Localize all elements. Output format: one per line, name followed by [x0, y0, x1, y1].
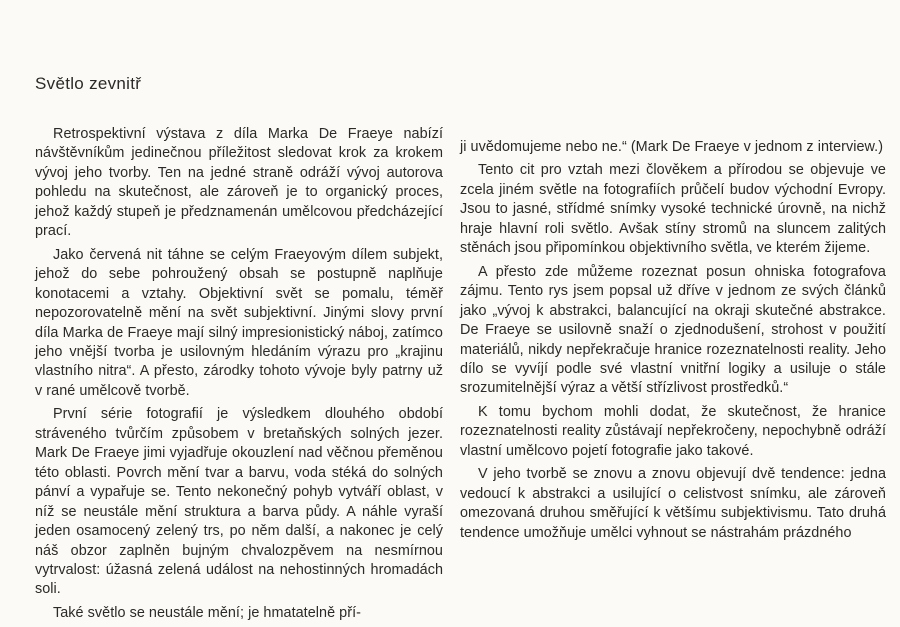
- paragraph: A přesto zde můžeme rozeznat posun ohniska fotografova zájmu. Tento rys jsem popsal už dříve v jednom ze svých článků jako „vývoj k abstrakci, balancující na okraji skutečné abstrakce. De Fraeye se usilovně snaží o zjednodušení, strohost v použití materiálů, nikdy nepřekračuje hranice rozeznatelnosti reality. Jeho dílo se vyvíjí podle své vlastní vnitřní logiky a usiluje o stále srozumitelnější výraz a větší střízlivost prostředků.“: [460, 263, 886, 397]
- paragraph: V jeho tvorbě se znovu a znovu objevují dvě tendence: jedna vedoucí k abstrakci a usilující o celistvost snímku, ale zároveň omezovaná druhou směřující k většímu subjektivismu. Tato druhá tendence umožňuje umělci vyhnout se nástrahám prázdného: [460, 466, 886, 541]
- paragraph: Tento cit pro vztah mezi člověkem a přírodou se objevuje ve zcela jiném světle na fotografiích průčelí budov východní Evropy. Jsou to jasné, střídmé snímky vysoké technické úrovně, na nichž hraje hlavní roli světlo. Avšak stíny stromů na sluncem zalitých stěnách jsou připomínkou objektivního světla, ve kterém žijeme.: [460, 162, 886, 257]
- paragraph-continued: ji uvědomujeme nebo ne.“ (Mark De Fraeye v jednom z interview.): [460, 139, 884, 155]
- left-column: [35, 125, 443, 627]
- article-title: Světlo zevnitř: [35, 74, 142, 93]
- paragraph: První série fotografií je výsledkem dlouhého období stráveného tvůrčím způsobem v bretaňských solných jezer. Mark De Fraeye jimi vyjadřuje okouzlení nad věčnou přeměnou této oblasti. Povrch mění tvar a barvu, voda stéká do solných pánví a vypařuje se. Tento nekonečný pohyb vytváří oblast, v níž se neustále mění struktura a barva půdy. A náhle vyraší jeden osamocený zelený trs, po něm další, a nakonec je celý náš obzor zaplněn bujným chvalozpěvem na nesmírnou vytrvalost: úžasná zelená událost na nehostinných hromadách soli.: [35, 406, 443, 598]
- right-column: [460, 138, 886, 547]
- paragraph: Také světlo se neustále mění; je hmatatelně pří-: [53, 604, 361, 621]
- paragraph: K tomu bychom mohli dodat, že skutečnost, že hranice rozeznatelnosti reality zůstávají nepřekročeny, nepochybně odráží vlastní umělcovo pojetí fotografie jako takové.: [460, 403, 886, 459]
- paragraph: Jako červená nit táhne se celým Fraeyovým dílem subjekt, jehož do sebe pohroužený obsah se postupně naplňuje konotacemi a vztahy. Objektivní svět se pomalu, téměř nepozorovatelně mění na svět subjektivní. Jinými slovy první díla Marka de Fraeye mají silný impresionistický náboj, zatímco jeho vnější tvorba je usilovným hledáním výrazu pro „krajinu vlastního nitra“. A přesto, zárodky tohoto vývoje byly patrny už v rané umělcově tvorbě.: [35, 246, 443, 399]
- paragraph: Retrospektivní výstava z díla Marka De Fraeye nabízí návštěvníkům jedinečnou příležitost sledovat krok za krokem vývoj jeho tvorby. Ten na jedné straně odráží vývoj autorova pohledu na skutečnost, ale zároveň je to organický proces, jehož každý stupeň je předznamenán umělcovou předcházející prací.: [35, 126, 443, 240]
